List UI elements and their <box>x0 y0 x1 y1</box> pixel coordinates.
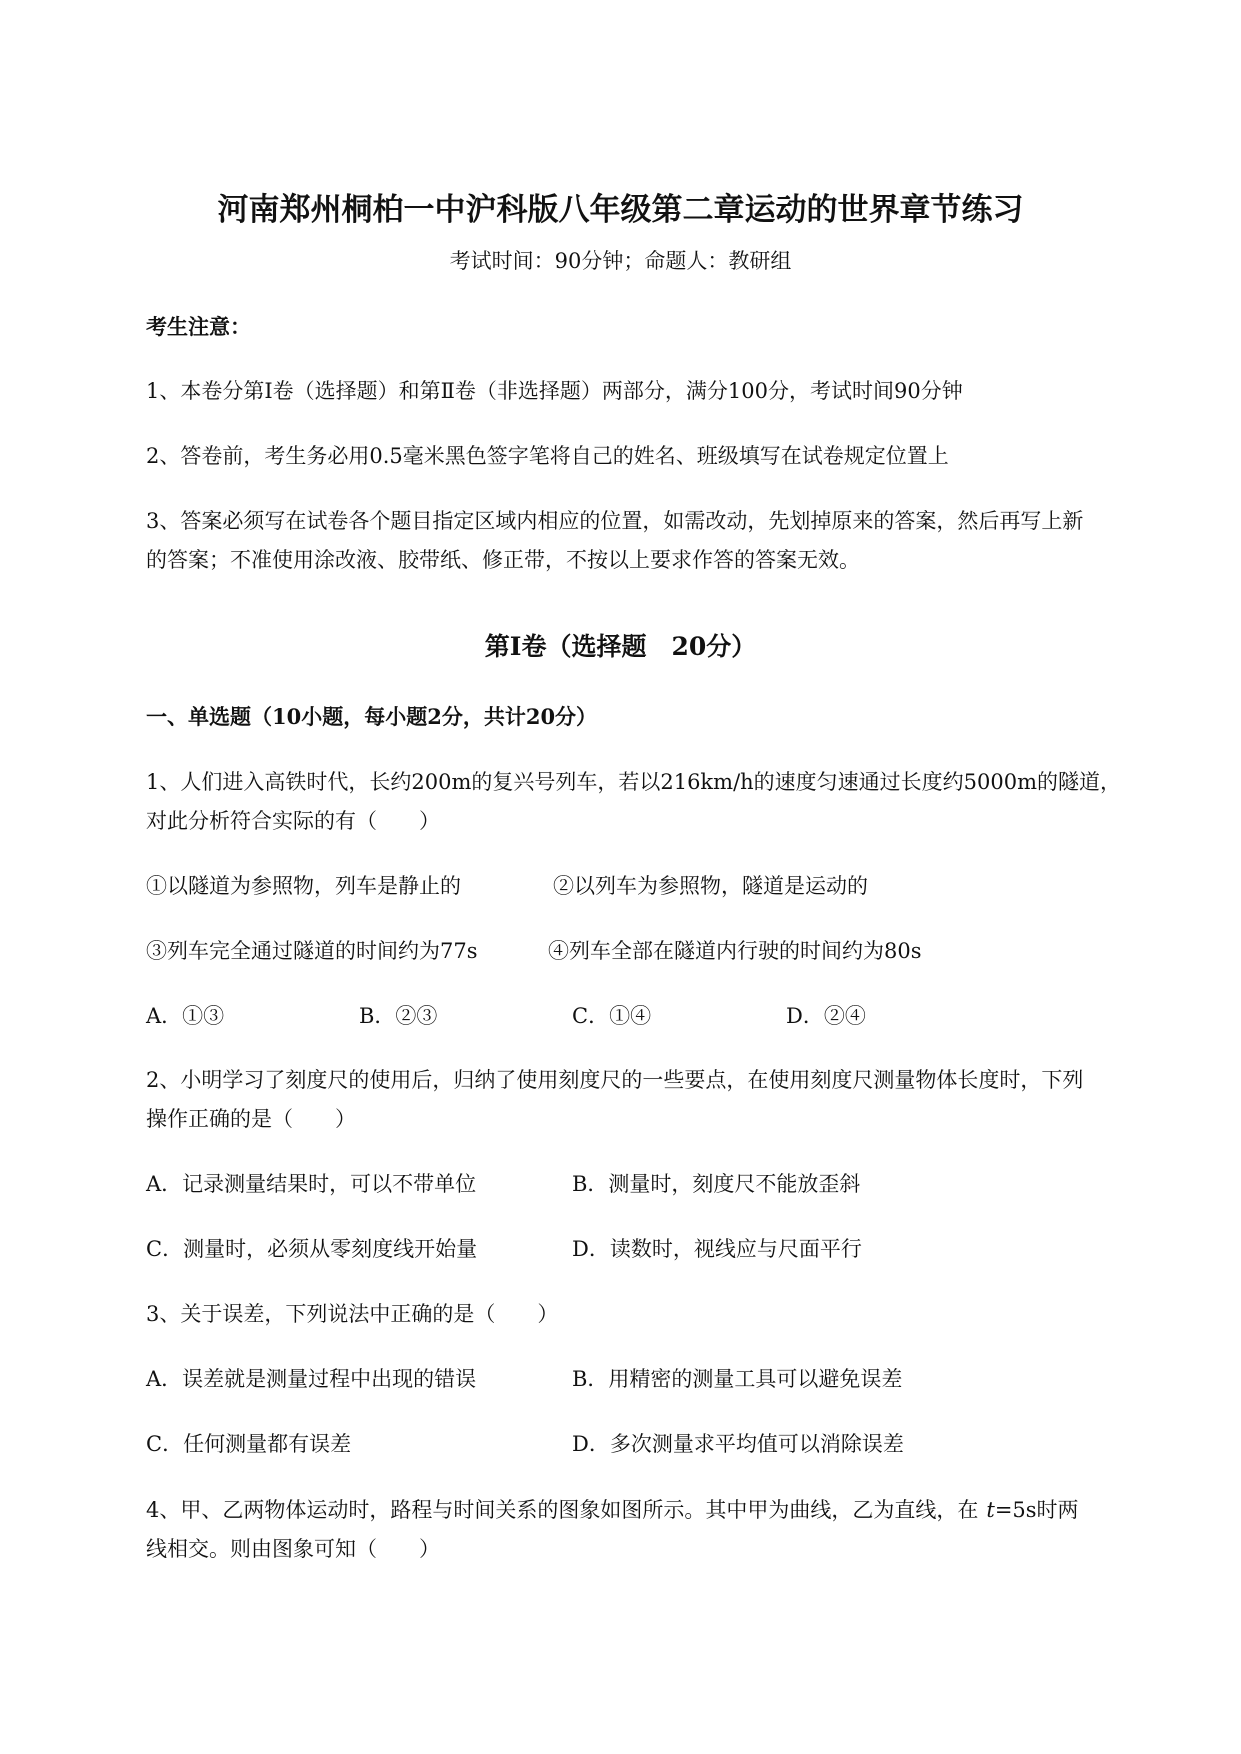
question-4-stem-part: 4、甲、乙两物体运动时，路程与时间关系的图象如图所示。其中甲为曲线，乙为直线，在 <box>146 1498 979 1522</box>
question-3-option-d: D．多次测量求平均值可以消除误差 <box>572 1432 904 1456</box>
question-2-option-b: B．测量时，刻度尺不能放歪斜 <box>572 1172 861 1196</box>
notice-item-continued: 的答案；不准使用涂改液、胶带纸、修正带，不按以上要求作答的答案无效。 <box>146 548 860 572</box>
question-3-option-b: B．用精密的测量工具可以避免误差 <box>572 1367 903 1391</box>
question-4-stem-part: =5s时两 <box>994 1498 1079 1522</box>
time-variable: t <box>986 1498 995 1522</box>
question-1-option-d: D．②④ <box>786 1004 866 1028</box>
question-2-stem-continued: 操作正确的是（ ） <box>146 1107 356 1131</box>
part-heading: 一、单选题（10小题，每小题2分，共计20分） <box>146 704 598 729</box>
question-1-option-b: B．②③ <box>359 1004 438 1028</box>
question-2-stem: 2、小明学习了刻度尺的使用后，归纳了使用刻度尺的一些要点，在使用刻度尺测量物体长度时，下列 <box>146 1068 1084 1092</box>
section-title: 第Ⅰ卷（选择题 20分） <box>484 632 757 661</box>
question-3-option-a: A．误差就是测量过程中出现的错误 <box>146 1367 477 1391</box>
question-4-stem-continued: 线相交。则由图象可知（ ） <box>146 1537 440 1561</box>
question-1-stem: 1、人们进入高铁时代，长约200m的复兴号列车，若以216km/h的速度匀速通过长度约5000m的隧道， <box>146 770 1122 794</box>
notice-item: 3、答案必须写在试卷各个题目指定区域内相应的位置，如需改动，先划掉原来的答案，然后再写上新 <box>146 509 1084 533</box>
question-1-statement: ④列车全部在隧道内行驶的时间约为80s <box>548 939 922 963</box>
exam-info: 考试时间：90分钟；命题人：教研组 <box>449 249 792 273</box>
question-3-stem: 3、关于误差，下列说法中正确的是（ ） <box>146 1302 559 1326</box>
question-2-option-c: C．测量时，必须从零刻度线开始量 <box>146 1237 478 1261</box>
question-2-option-d: D．读数时，视线应与尺面平行 <box>572 1237 862 1261</box>
question-1-statement: ①以隧道为参照物，列车是静止的 <box>146 874 461 898</box>
question-1-option-c: C．①④ <box>572 1004 652 1028</box>
page-title: 河南郑州桐柏一中沪科版八年级第二章运动的世界章节练习 <box>217 192 1024 228</box>
question-4-stem <box>146 1496 1079 1524</box>
question-3-option-c: C．任何测量都有误差 <box>146 1432 352 1456</box>
notice-item: 2、答卷前，考生务必用0.5毫米黑色签字笔将自己的姓名、班级填写在试卷规定位置上 <box>146 444 949 468</box>
question-1-option-a: A．①③ <box>146 1004 225 1028</box>
notice-heading: 考生注意： <box>146 314 251 339</box>
question-1-statement: ②以列车为参照物，隧道是运动的 <box>553 874 868 898</box>
notice-item: 1、本卷分第Ⅰ卷（选择题）和第Ⅱ卷（非选择题）两部分，满分100分，考试时间90分钟 <box>146 379 963 403</box>
question-1-statement: ③列车完全通过隧道的时间约为77s <box>146 939 478 963</box>
question-1-stem-continued: 对此分析符合实际的有（ ） <box>146 809 440 833</box>
question-2-option-a: A．记录测量结果时，可以不带单位 <box>146 1172 477 1196</box>
